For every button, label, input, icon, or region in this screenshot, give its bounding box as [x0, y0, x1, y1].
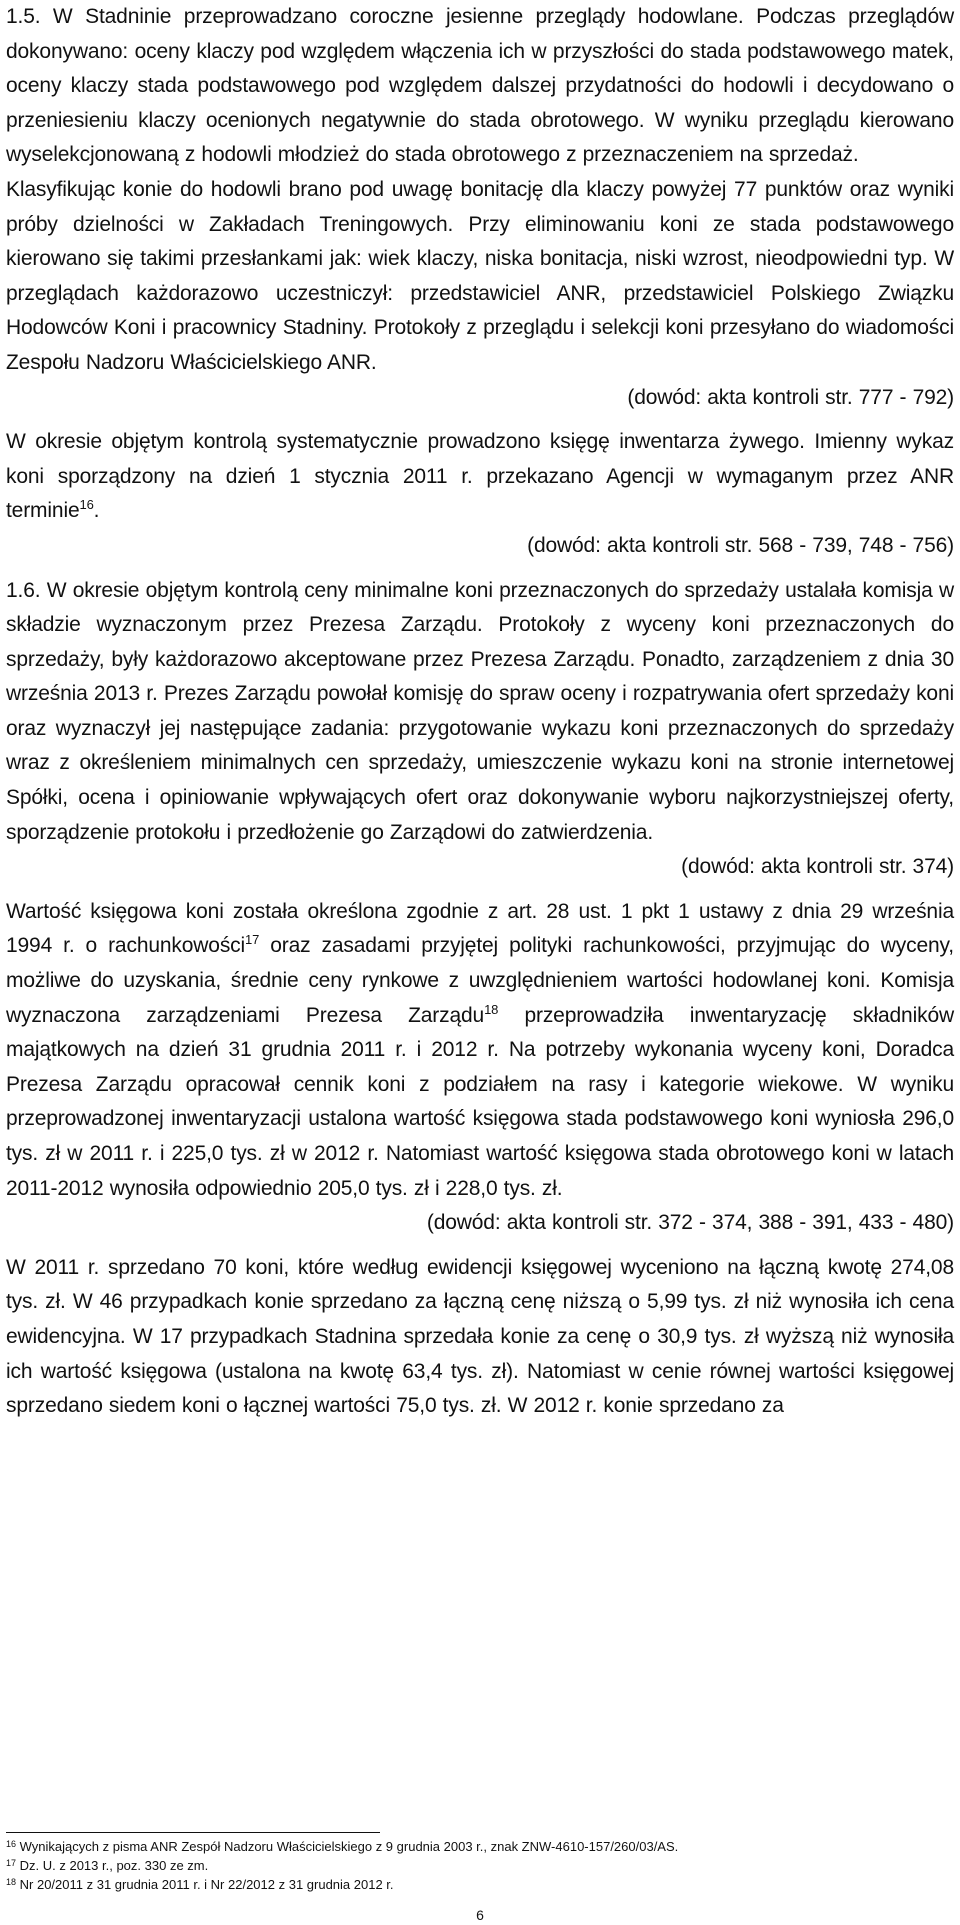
evidence-reference: (dowód: akta kontroli str. 374) — [681, 855, 954, 879]
paragraph-text: Klasyfikując konie do hodowli brano pod uwagę bonitację dla klaczy powyżej 77 punktów oraz wyniki próby dzielności w Zakładach Treningowych. Przy eliminowaniu koni ze stada podstawowego kierowano się takimi przesłankami jak: wiek klaczy, niska bonitacja, niski wzrost, nieodpowiedni typ. W przeglądach każdorazowo uczestniczył: przedstawiciel ANR, przedstawiciel Polskiego Związku Hodowców Koni i pracownicy Stadniny. Protokoły z przeglądu i selekcji koni przesyłano do wiadomości Zespołu Nadzoru Właścicielskiego ANR. — [6, 177, 954, 374]
evidence-reference: (dowód: akta kontroli str. 568 - 739, 748 - 756) — [527, 533, 954, 557]
footnote — [6, 1875, 954, 1894]
body-text — [6, 0, 954, 1424]
footnote — [6, 1856, 954, 1875]
paragraph-gap — [6, 415, 954, 425]
footnote — [6, 1837, 954, 1856]
paragraph-text: 1.5. W Stadninie przeprowadzano coroczne jesienne przeglądy hodowlane. Podczas przeglądów dokonywano: oceny klaczy pod względem włączenia ich w przyszłości do stada podstawowego matek, oceny klaczy stada podstawowego pod względem dalszej przydatności do hodowli i decydowano o przeniesieniu klaczy ocenionych negatywnie do stada obrotowego. W wyniku przeglądu kierowano wyselekcjonowaną z hodowli młodzież do stada obrotowego z przeznaczeniem na sprzedaż. — [6, 5, 954, 167]
paragraph — [6, 0, 954, 173]
footnote-reference: 16 — [79, 497, 94, 513]
paragraph-text: oraz zasadami przyjętej polityki rachunkowości, przyjmując do wyceny, możliwe do uzyskania, średnie ceny rynkowe z uwzględnieniem wartości hodowlanej koni. Komisja wyznaczona zarządzeniami Prezesa Zarządu — [6, 934, 954, 1027]
footnote-number: 18 — [6, 1877, 17, 1887]
paragraph-gap — [6, 564, 954, 574]
footnotes — [6, 1832, 954, 1894]
footnote-text: Wynikających z pisma ANR Zespół Nadzoru Właścicielskiego z 9 grudnia 2003 r., znak ZNW-4610-157/260/03/AS. — [19, 1839, 679, 1854]
paragraph — [6, 425, 954, 529]
footnote-list — [6, 1837, 954, 1894]
footnote-reference: 17 — [245, 932, 260, 948]
paragraph-text: przeprowadziła inwentaryzację składników majątkowych na dzień 31 grudnia 2011 r. i 2012 r. Na potrzeby wykonania wyceny koni, Doradca Prezesa Zarządu opracował cennik koni z podziałem na rasy i kategorie wiekowe. W wyniku przeprowadzonej inwentaryzacji ustalona wartość księgowa stada podstawowego koni wyniosła 296,0 tys. zł w 2011 r. i 225,0 tys. zł w 2012 r. Natomiast wartość księgowa stada obrotowego koni w latach 2011-2012 wynosiła odpowiednio 205,0 tys. zł i 228,0 tys. zł. — [6, 1003, 954, 1200]
paragraph — [6, 574, 954, 851]
paragraph-text: Wartość księgowa koni została określona zgodnie z art. 28 ust. 1 pkt 1 ustawy z dnia 29 września 1994 r. o rachunkowości — [6, 899, 954, 958]
paragraph-text: 1.6. W okresie objętym kontrolą ceny minimalne koni przeznaczonych do sprzedaży ustalała komisja w składzie wyznaczonym przez Prezesa Zarządu. Protokoły z wyceny koni przeznaczonych do sprzedaży, były każdorazowo akceptowane przez Prezesa Zarządu. Ponadto, zarządzeniem z dnia 30 września 2013 r. Prezes Zarządu powołał komisję do spraw oceny i rozpatrywania ofert sprzedaży koni oraz wyznaczył jej następujące zadania: przygotowanie wykazu koni przeznaczonych do sprzedaży wraz z określeniem minimalnych cen sprzedaży, umieszczenie wykazu koni na stronie internetowej Spółki, ocena i opiniowanie wpływających ofert oraz dokonywanie wyboru najkorzystniejszej oferty, sporządzenie protokołu i przedłożenie go Zarządowi do zatwierdzenia. — [6, 578, 954, 844]
paragraph-text: W okresie objętym kontrolą systematycznie prowadzono księgę inwentarza żywego. Imienny wykaz koni sporządzony na dzień 1 stycznia 2011 r. przekazano Agencji w wymaganym przez ANR terminie — [6, 430, 954, 523]
footnote-number: 17 — [6, 1858, 17, 1868]
evidence-reference: (dowód: akta kontroli str. 372 - 374, 388 - 391, 433 - 480) — [426, 1211, 954, 1235]
footnote-text: Dz. U. z 2013 r., poz. 330 ze zm. — [19, 1858, 209, 1873]
paragraph-text: . — [93, 499, 100, 523]
evidence-reference: (dowód: akta kontroli str. 777 - 792) — [627, 385, 954, 409]
footnote-number: 16 — [6, 1839, 17, 1849]
paragraph-gap — [6, 1241, 954, 1251]
footnote-separator — [6, 1832, 380, 1833]
paragraph-text: W 2011 r. sprzedano 70 koni, które według ewidencji księgowej wyceniono na łączną kwotę 274,08 tys. zł. W 46 przypadkach konie sprzedano za łączną cenę niższą o 5,99 tys. zł niż wynosiła ich cena ewidencyjna. W 17 przypadkach Stadnina sprzedała konie za cenę o 30,9 tys. zł wyższą niż wynosiła ich wartość księgowa (ustalona na kwotę 63,4 tys. zł). Natomiast w cenie równej wartości księgowej sprzedano siedem koni o łącznej wartości 75,0 tys. zł. W 2012 r. konie sprzedano za — [6, 1255, 954, 1418]
footnote-text: Nr 20/2011 z 31 grudnia 2011 r. i Nr 22/2012 z 31 grudnia 2012 r. — [19, 1877, 394, 1892]
paragraph — [6, 173, 954, 381]
page-number: 6 — [476, 1907, 484, 1923]
paragraph-gap — [6, 885, 954, 895]
paragraph — [6, 1251, 954, 1424]
paragraph — [6, 895, 954, 1206]
footnote-reference: 18 — [484, 1001, 499, 1017]
